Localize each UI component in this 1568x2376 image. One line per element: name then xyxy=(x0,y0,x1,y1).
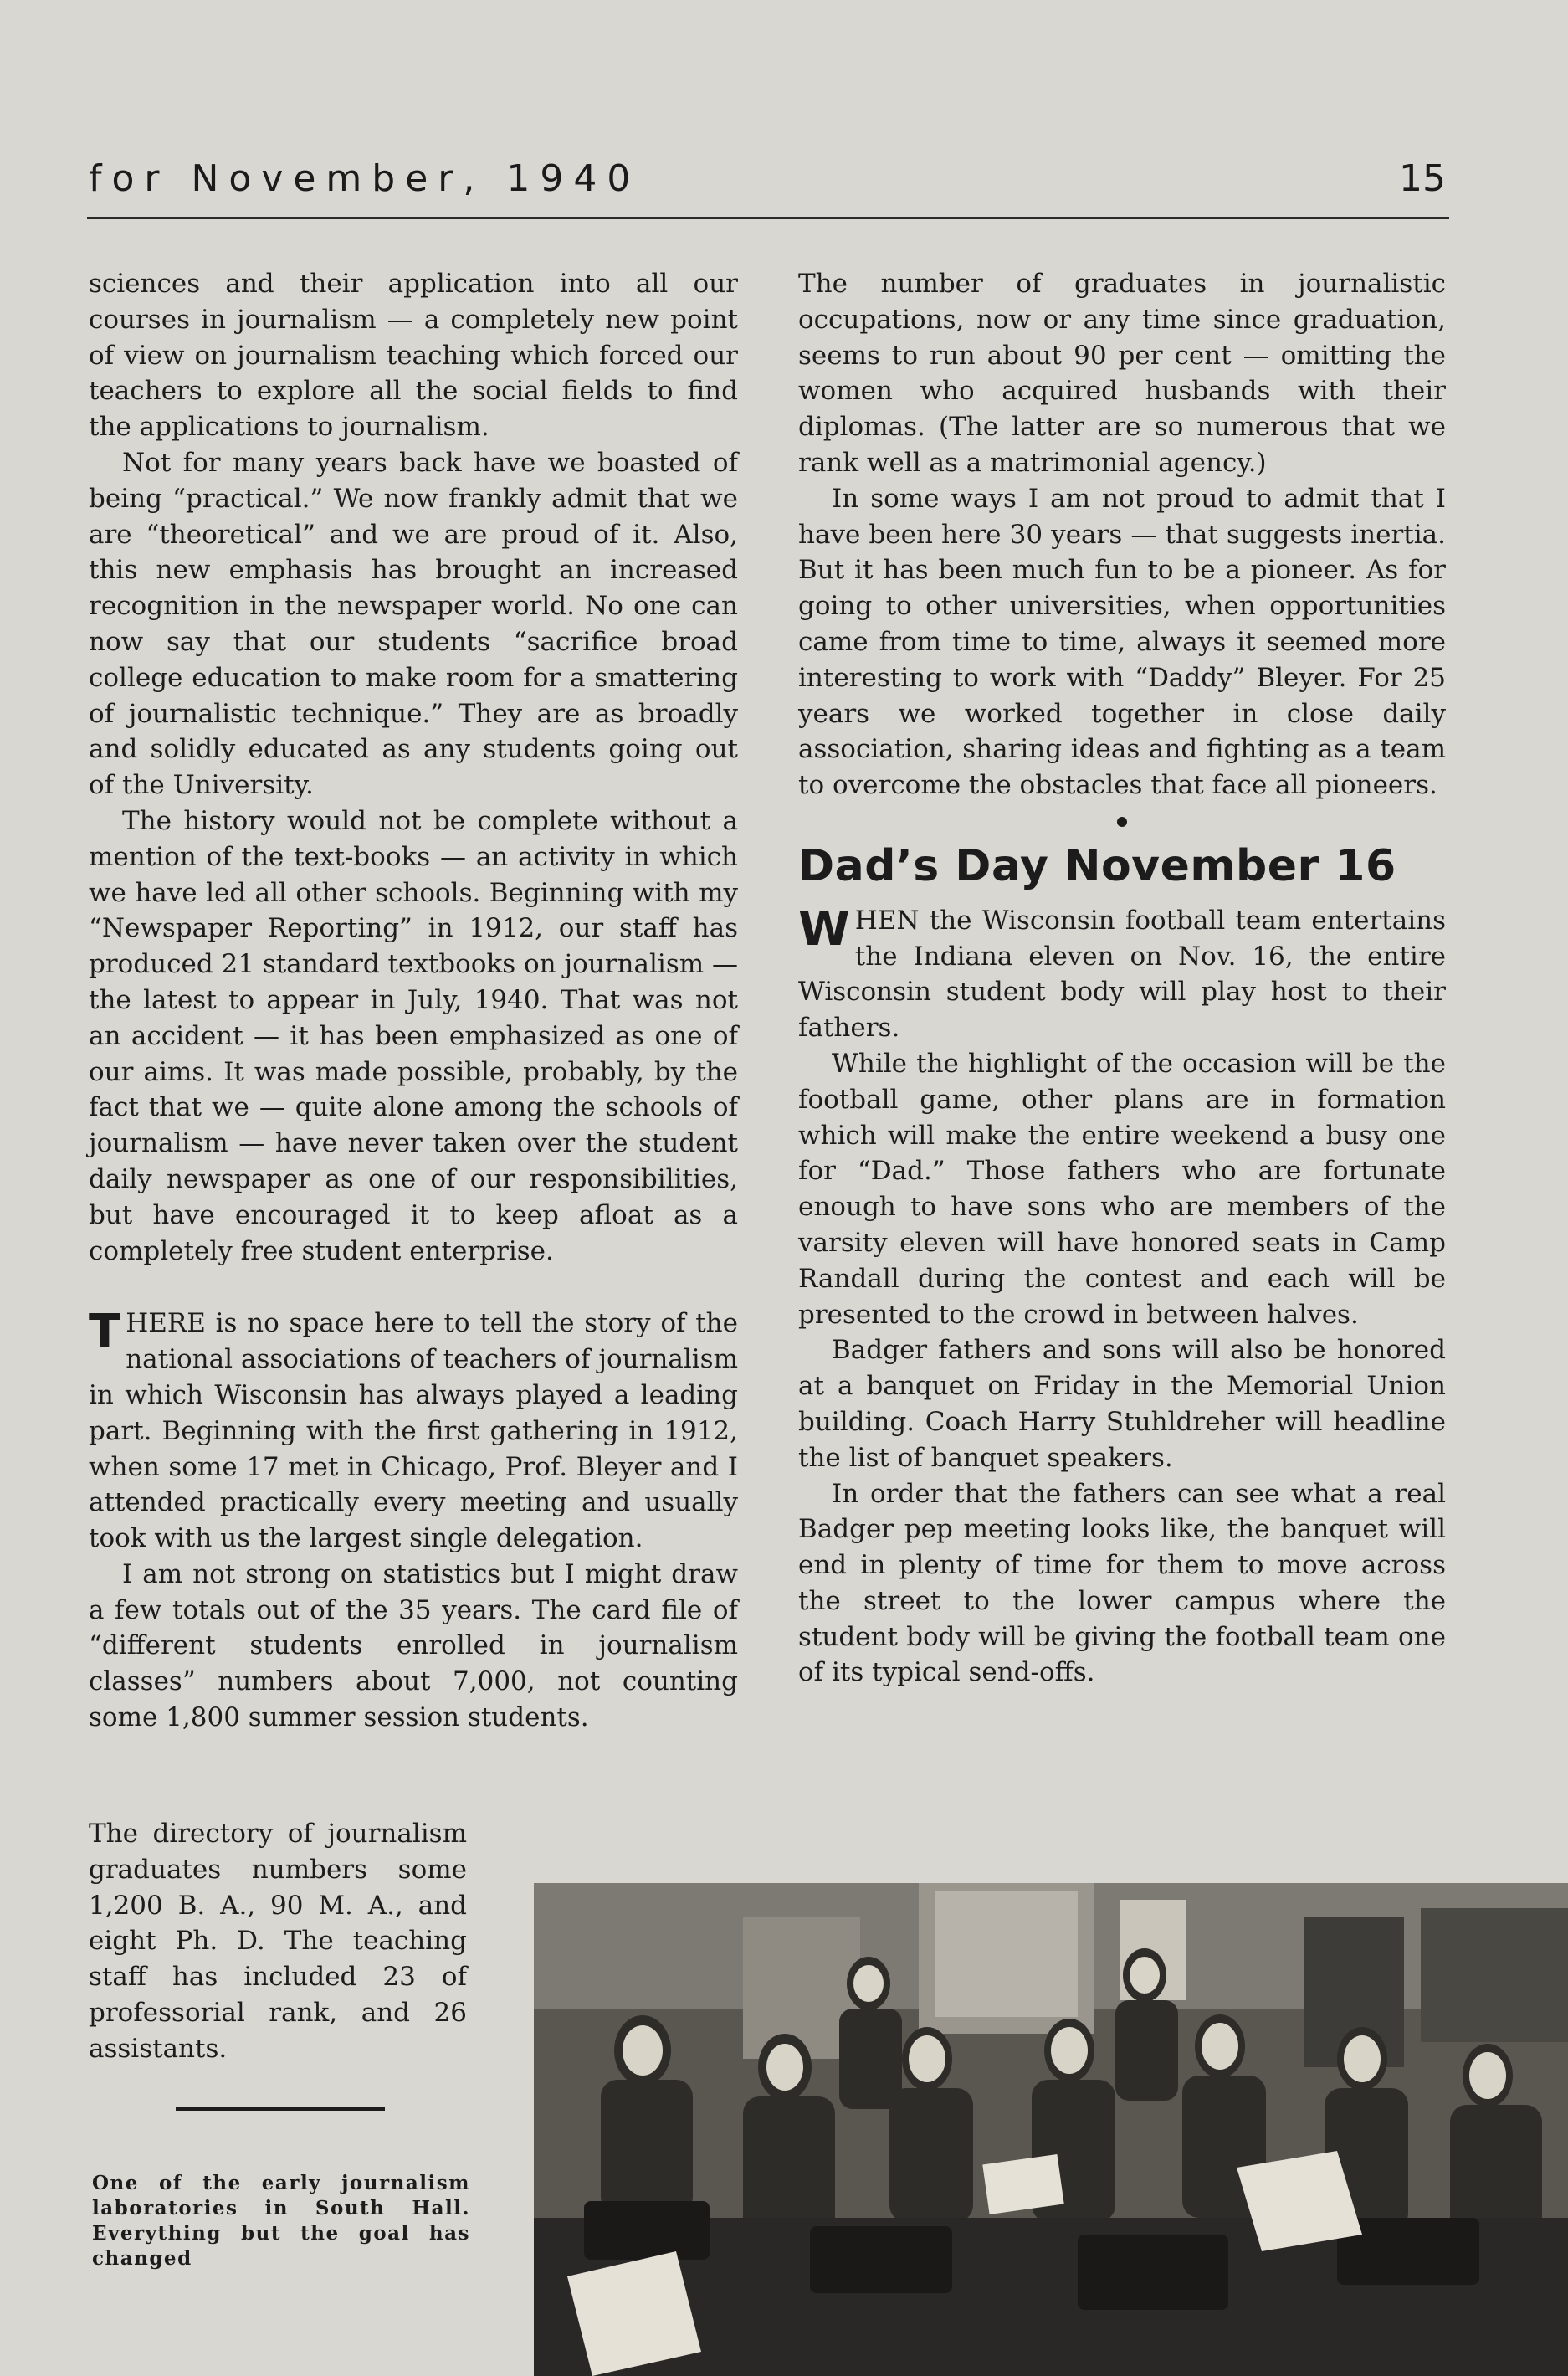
running-head: for November, 1940 xyxy=(89,157,641,200)
right-column xyxy=(798,266,1446,1691)
drop-cap-w: W xyxy=(798,901,850,957)
left-paragraph-4: THERE is no space here to tell the story of the national associations of teachers of journalism in which Wisconsin has always played a leading part. Beginning with the first gathering in 1912, when some 17 met in Chicago, Prof. Bleyer and I attended practically every meeting and usually took with us the largest single delegation. xyxy=(89,1305,738,1554)
caption-rule xyxy=(176,2107,385,2111)
page-number: 15 xyxy=(1399,157,1446,200)
left-paragraph-1: sciences and their application into all our courses in journalism — a completely new point of view on journalism teaching which forced our teachers to explore all the social fields to find the applications to journalism. xyxy=(89,269,738,443)
left-paragraph-5: I am not strong on statistics but I might draw a few totals out of the 35 years. The card file of “different students enrolled in journalism classes” numbers about 7,000, not counting some 1,800 summer session students. xyxy=(89,1558,738,1733)
left-paragraph-2: Not for many years back have we boasted of being “practical.” We now frankly admit that we are “theoretical” and we are proud of it. Also, this new emphasis has brought an increased recognition in the newspaper world. No one can now say that our students “sacrifice broad college education to make room for a smattering of journalistic technique.” They are as broadly and solidly educated as any students going out of the University. xyxy=(89,447,738,801)
left-paragraph-3: The history would not be complete without a mention of the text-books — an activity in which we have led all other schools. Beginning with my “Newspaper Reporting” in 1912, our staff has produced 21 standard textbooks on journalism — the latest to appear in July, 1940. That was not an accident — it has been emphasized as one of our aims. It was made possible, probably, by the fact that we — quite alone among the schools of journalism — have never taken over the student daily newspaper as one of our responsibilities, but have encouraged it to keep afloat as a completely free student enterprise. xyxy=(89,805,738,1266)
drop-cap-t: T xyxy=(89,1305,121,1360)
article-paragraph-3: Badger fathers and sons will also be honored at a banquet on Friday in the Memorial Union building. Coach Harry Stuhldreher will headline the list of banquet speakers. xyxy=(798,1335,1446,1473)
photo-caption: One of the early journalism laboratories in South Hall. Everything but the goal has changed xyxy=(92,2172,470,2270)
section-bullet xyxy=(1117,817,1127,827)
right-paragraph-1: The number of graduates in journalistic occupations, now or any time since graduation, seems to run about 90 per cent — omitting the women who acquired husbands with their diplomas. (The latter are so numerous that we rank well as a matrimonial agency.) xyxy=(798,269,1446,478)
article-paragraph-1: WHEN the Wisconsin football team entertains the Indiana eleven on Nov. 16, the entire Wisconsin student body will play host to their fathers. xyxy=(798,901,1446,1044)
article-paragraph-4: In order that the fathers can see what a real Badger pep meeting looks like, the banquet will end in plenty of time for them to move across the street to the lower campus where the student body will be giving the football team one of its typical send-offs. xyxy=(798,1478,1446,1688)
article-paragraph-2: While the highlight of the occasion will be the football game, other plans are in formation which will make the entire weekend a busy one for “Dad.” Those fathers who are fortunate enough to have sons who are members of the varsity eleven will have honored seats in Camp Randall during the contest and each will be presented to the crowd in between halves. xyxy=(798,1048,1446,1330)
article-title: Dad’s Day November 16 xyxy=(798,840,1396,891)
right-paragraph-2: In some ways I am not proud to admit that I have been here 30 years — that suggests inertia. But it has been much fun to be a pioneer. As for going to other universities, when opportunities came from time to time, always it seemed more interesting to work with “Daddy” Bleyer. For 25 years we worked together in close daily association, sharing ideas and fighting as a team to overcome the obstacles that face all pioneers. xyxy=(798,483,1446,801)
left-column xyxy=(89,266,738,1736)
left-paragraph-6: The directory of journalism graduates numbers some 1,200 B. A., 90 M. A., and eight Ph. D. The teaching staff has included 23 of professorial rank, and 26 assistants. xyxy=(89,1819,467,2064)
photo-illustration xyxy=(534,1883,1568,2376)
journalism-laboratory-photo xyxy=(534,1883,1568,2376)
header-rule xyxy=(87,217,1449,219)
section-break xyxy=(89,1269,738,1306)
